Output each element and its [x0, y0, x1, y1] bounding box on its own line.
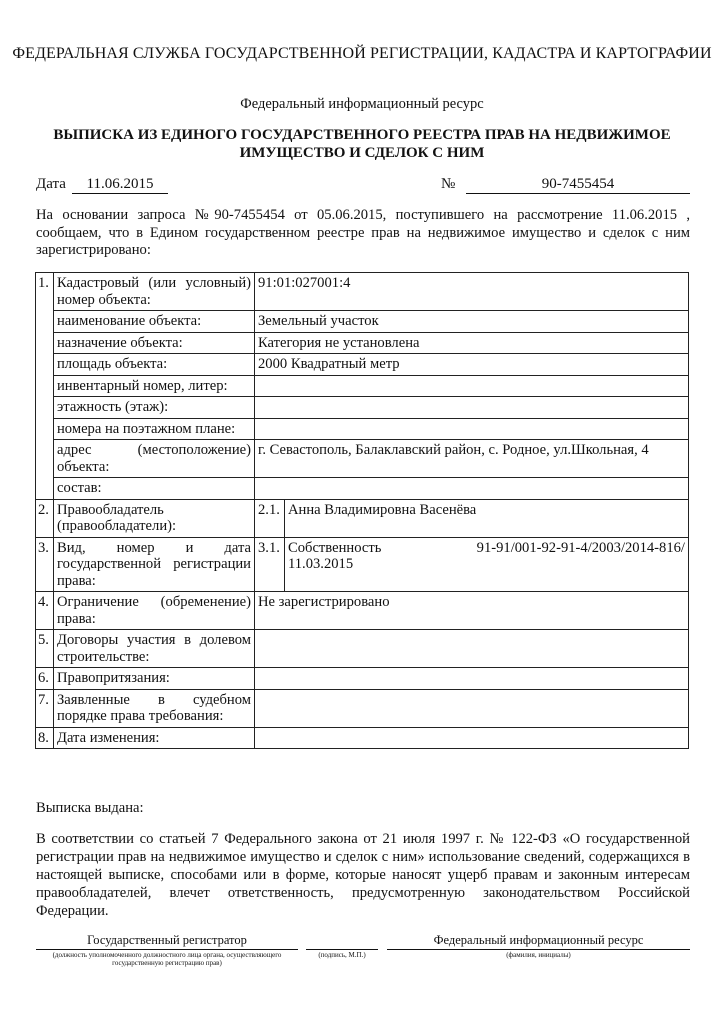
contracts-value [255, 630, 689, 668]
holder-label: Правообладатель (правообладатели): [54, 499, 255, 537]
table-row [36, 418, 689, 440]
area-value: 2000 Квадратный метр [255, 354, 689, 376]
table-row [36, 311, 689, 333]
row-number: 7. [36, 689, 54, 727]
right-type: Собственность [288, 539, 382, 556]
registrar-position: Государственный регистратор [36, 933, 298, 950]
table-row [36, 630, 689, 668]
table-row [36, 537, 689, 592]
date-value: 11.06.2015 [72, 176, 168, 194]
document-title: ВЫПИСКА ИЗ ЕДИНОГО ГОСУДАРСТВЕННОГО РЕЕСТРА ПРАВ НА НЕДВИЖИМОЕ ИМУЩЕСТВО И СДЕЛОК С НИМ [53, 127, 671, 161]
floors-label: этажность (этаж): [54, 397, 255, 419]
cadastral-value: 91:01:027001:4 [255, 273, 689, 311]
date-label: Дата [36, 176, 66, 192]
row-number: 6. [36, 668, 54, 690]
right-value [285, 537, 689, 592]
table-row [36, 478, 689, 500]
change-date-value [255, 727, 689, 749]
right-number: 91-91/001-92-91-4/2003/2014-816/ [476, 539, 685, 556]
signature-line [306, 949, 378, 950]
position-caption: (должность уполномоченного должностного лица органа, осуществляющего государственную регистрацию прав) [52, 951, 282, 967]
claims-label: Правопритязания: [54, 668, 255, 690]
registry-table [35, 272, 689, 749]
cadastral-label: Кадастровый (или условный) номер объекта: [54, 273, 255, 311]
row-number: 8. [36, 727, 54, 749]
table-row [36, 499, 689, 537]
right-subnumber: 3.1. [255, 537, 285, 592]
restriction-value: Не зарегистрировано [255, 592, 689, 630]
name-caption: (фамилия, инициалы) [506, 951, 571, 959]
court-claims-label: Заявленные в судебном порядке права требования: [54, 689, 255, 727]
right-label: Вид, номер и дата государственной регистрации права: [54, 537, 255, 592]
claims-value [255, 668, 689, 690]
restriction-label: Ограничение (обременение) права: [54, 592, 255, 630]
number-value: 90-7455454 [466, 176, 690, 194]
number-label: № [441, 176, 456, 192]
address-value: г. Севастополь, Балаклавский район, с. Родное, ул.Школьная, 4 [255, 440, 689, 478]
row-number: 2. [36, 499, 54, 537]
holder-value: Анна Владимировна Васенёва [285, 499, 689, 537]
right-type-line [288, 540, 685, 557]
table-row [36, 592, 689, 630]
table-row [36, 668, 689, 690]
object-name-label: наименование объекта: [54, 311, 255, 333]
row-number: 4. [36, 592, 54, 630]
address-label: адрес (местоположение) объекта: [54, 440, 255, 478]
row-number: 1. [36, 273, 54, 500]
floors-value [255, 397, 689, 419]
composition-value [255, 478, 689, 500]
resource-name: Федеральный информационный ресурс [240, 96, 484, 112]
table-row [36, 273, 689, 311]
table-row [36, 375, 689, 397]
registrar-name: Федеральный информационный ресурс [387, 933, 690, 950]
holder-subnumber: 2.1. [255, 499, 285, 537]
inventory-label: инвентарный номер, литер: [54, 375, 255, 397]
purpose-value: Категория не установлена [255, 332, 689, 354]
floorplan-label: номера на поэтажном плане: [54, 418, 255, 440]
area-label: площадь объекта: [54, 354, 255, 376]
table-row [36, 397, 689, 419]
signature-caption: (подпись, М.П.) [318, 951, 366, 959]
table-row [36, 440, 689, 478]
contracts-label: Договоры участия в долевом строительстве: [54, 630, 255, 668]
row-number: 5. [36, 630, 54, 668]
floorplan-value [255, 418, 689, 440]
change-date-label: Дата изменения: [54, 727, 255, 749]
intro-paragraph: На основании запроса №90-7455454 от 05.06.2015, поступившего на рассмотрение 11.06.2015 , сообщаем, что в Едином государственном реестре прав на недвижимое имущество и сделок с ним зарегистрировано: [36, 207, 690, 258]
object-name-value: Земельный участок [255, 311, 689, 333]
agency-name: ФЕДЕРАЛЬНАЯ СЛУЖБА ГОСУДАРСТВЕННОЙ РЕГИСТРАЦИИ, КАДАСТРА И КАРТОГРАФИИ [12, 45, 712, 62]
composition-label: состав: [54, 478, 255, 500]
purpose-label: назначение объекта: [54, 332, 255, 354]
inventory-value [255, 375, 689, 397]
table-row [36, 354, 689, 376]
issued-label: Выписка выдана: [36, 800, 144, 816]
table-row [36, 332, 689, 354]
table-row [36, 689, 689, 727]
right-date: 11.03.2015 [288, 556, 354, 572]
law-paragraph: В соответствии со статьей 7 Федерального закона от 21 июля 1997 г. № 122-ФЗ «О государственной регистрации прав на недвижимое имущество и сделок с ним» использование сведений, содержащихся в настоящей выписке, способами или в форме, которые наносят ущерб правам и законным интересам правообладателей, влечет ответственность, предусмотренную законодательством Российской Федерации. [36, 831, 690, 919]
row-number: 3. [36, 537, 54, 592]
table-row [36, 727, 689, 749]
court-claims-value [255, 689, 689, 727]
